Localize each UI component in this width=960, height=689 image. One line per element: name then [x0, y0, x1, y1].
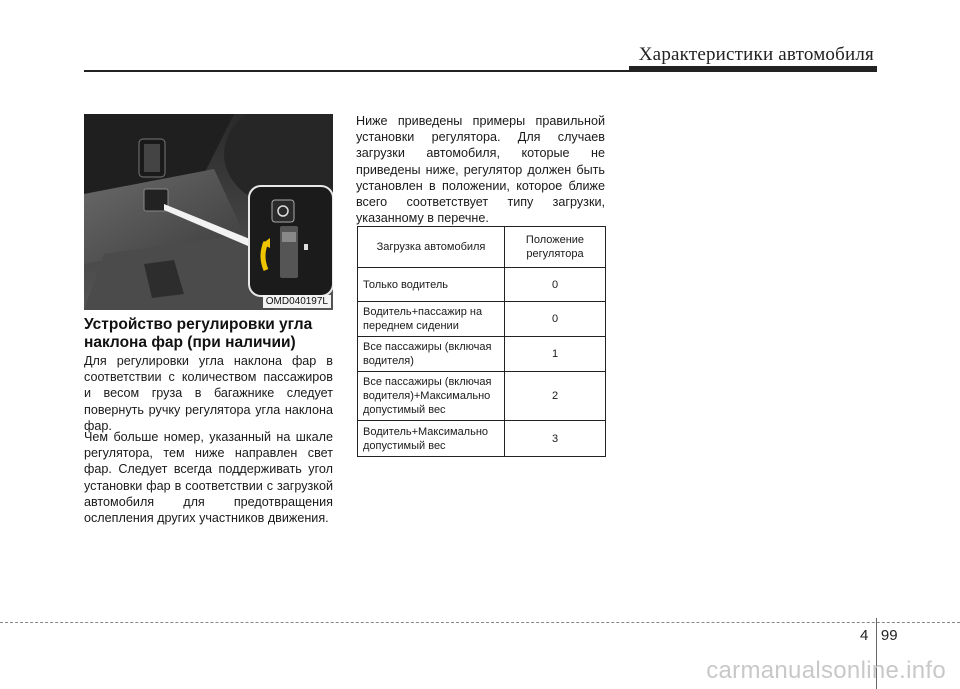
table-row: [358, 337, 606, 372]
chapter-number: 4: [860, 627, 869, 644]
dashboard-illustration: [84, 114, 333, 310]
table-row: [358, 302, 606, 337]
header-rule: [84, 70, 629, 72]
position-cell: 2: [505, 372, 606, 421]
table-row: [358, 268, 606, 302]
position-cell: 3: [505, 421, 606, 457]
header-rule-accent: [629, 66, 877, 72]
page-number-value: 99: [880, 627, 898, 644]
table-row: [358, 421, 606, 457]
table-intro-paragraph: Ниже приведены примеры правильной установки регулятора. Для случаев загрузки автомобиля, которые не приведены ниже, регулятор должен быть установлен в положении, которое ближе всего соответствует типу загрузки, указанному в перечне.: [356, 114, 605, 226]
page-header-title: Характеристики автомобиля: [638, 44, 874, 65]
body-paragraph: Чем больше номер, указанный на шкале регулятора, тем ниже направлен свет фар. Следует всегда поддерживать угол установки фар в соответствии с загрузкой автомобиля для предотвращения ослепления других участников движения.: [84, 430, 333, 526]
watermark: carmanualsonline.info: [706, 657, 946, 684]
position-cell: 1: [505, 337, 606, 372]
figure-code: OMD040197L: [263, 295, 331, 308]
section-heading: Устройство регулировки угла наклона фар (при наличии): [84, 316, 313, 351]
headlight-setting-table: [357, 226, 606, 457]
load-cell: Все пассажиры (включая водителя): [358, 337, 505, 372]
table-header-position: Положение регулятора: [505, 227, 606, 268]
body-paragraph: Для регулировки угла наклона фар в соответствии с количеством пассажиров и весом груза в багажнике следует повернуть ручку регулятора угла наклона фар.: [84, 354, 333, 433]
position-cell: 0: [505, 268, 606, 302]
headlight-leveling-photo: [84, 114, 333, 310]
load-cell: Водитель+Максимально допустимый вес: [358, 421, 505, 457]
table-header-row: [358, 227, 606, 268]
table-header-load: Загрузка автомобиля: [358, 227, 505, 268]
table-row: [358, 372, 606, 421]
load-cell: Все пассажиры (включая водителя)+Максимально допустимый вес: [358, 372, 505, 421]
footer-divider: [0, 622, 960, 623]
position-cell: 0: [505, 302, 606, 337]
page-number: [860, 627, 898, 644]
load-cell: Только водитель: [358, 268, 505, 302]
load-cell: Водитель+пассажир на переднем сидении: [358, 302, 505, 337]
